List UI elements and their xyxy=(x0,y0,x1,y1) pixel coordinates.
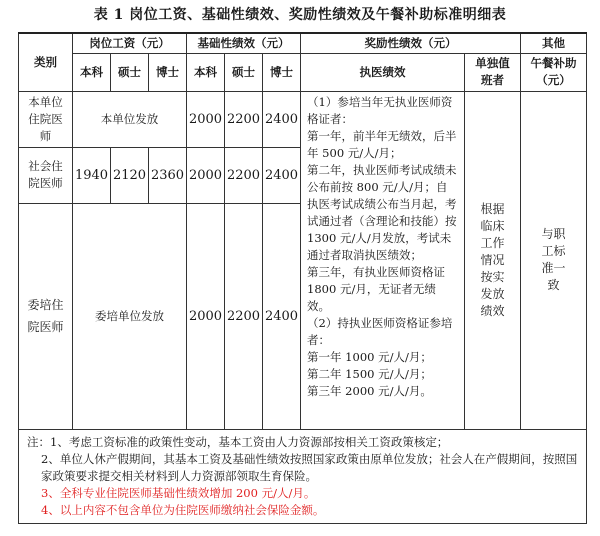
header-other: 其他 xyxy=(521,33,587,53)
practice-line: 第三年 2000 元/人/月。 xyxy=(307,383,432,398)
basic-bachelor-cell: 2000 xyxy=(187,203,225,429)
post-salary-cell: 本单位发放 xyxy=(73,91,187,147)
post-bachelor-cell: 1940 xyxy=(73,147,111,203)
row-category: 社会住院医师 xyxy=(19,147,73,203)
row-category: 委培住院医师 xyxy=(19,203,73,429)
header-post-salary: 岗位工资（元） xyxy=(73,33,187,53)
note-2: 2、单位人休产假期间，其基本工资及基础性绩效按照国家政策由原单位发放；社会人在产假期间，按照国家政策要求提交相关材料到人力资源部领取生育保险。 xyxy=(41,451,578,483)
header-basic-bachelor: 本科 xyxy=(187,53,225,91)
note-1: 注：1、考虑工资标准的政策性变动，基本工资由人力资源部按相关工资政策核定； xyxy=(27,434,449,449)
notes-cell xyxy=(19,429,587,523)
salary-standard-table xyxy=(18,32,587,524)
basic-doctor-cell: 2400 xyxy=(263,91,301,147)
lunch-subsidy-cell: 与职工标准一致 xyxy=(521,91,587,429)
post-doctor-cell: 2360 xyxy=(149,147,187,203)
row-category: 本单位住院医师 xyxy=(19,91,73,147)
table-title: 表 1 岗位工资、基础性绩效、奖励性绩效及午餐补助标准明细表 xyxy=(93,7,507,23)
header-night-duty: 单独值班者 xyxy=(465,53,521,91)
practice-line: （2）持执业医师资格证参培者： xyxy=(307,315,453,347)
header-post-doctor: 博士 xyxy=(149,53,187,91)
practice-line: 第一年，前半年无绩效，后半年 500 元/人/月； xyxy=(307,128,457,160)
basic-master-cell: 2200 xyxy=(225,203,263,429)
practice-line: 第三年，有执业医师资格证 1800 元/月，无证者无绩效。 xyxy=(307,264,446,313)
header-post-master: 硕士 xyxy=(111,53,149,91)
header-basic-doctor: 博士 xyxy=(263,53,301,91)
practice-performance-cell xyxy=(301,91,465,429)
post-salary-cell: 委培单位发放 xyxy=(73,203,187,429)
header-basic-master: 硕士 xyxy=(225,53,263,91)
practice-line: 第一年 1000 元/人/月； xyxy=(307,349,432,364)
header-basic-performance: 基础性绩效（元） xyxy=(187,33,301,53)
basic-bachelor-cell: 2000 xyxy=(187,147,225,203)
basic-master-cell: 2200 xyxy=(225,91,263,147)
basic-doctor-cell: 2400 xyxy=(263,147,301,203)
header-practice-performance: 执医绩效 xyxy=(301,53,465,91)
note-3: 3、全科专业住院医师基础性绩效增加 200 元/人/月。 xyxy=(41,485,316,500)
practice-line: 第二年 1500 元/人/月； xyxy=(307,366,432,381)
basic-master-cell: 2200 xyxy=(225,147,263,203)
header-post-bachelor: 本科 xyxy=(73,53,111,91)
night-duty-cell: 根据临床工作情况按实发放绩效 xyxy=(465,91,521,429)
header-category: 类别 xyxy=(19,33,73,91)
practice-line: （1）参培当年无执业医师资格证者： xyxy=(307,94,453,126)
note-4: 4、以上内容不包含单位为住院医师缴纳社会保险金额。 xyxy=(41,502,325,517)
header-lunch-subsidy: 午餐补助（元） xyxy=(521,53,587,91)
basic-doctor-cell: 2400 xyxy=(263,203,301,429)
basic-bachelor-cell: 2000 xyxy=(187,91,225,147)
practice-line: 第二年，执业医师考试成绩未公布前按 800 元/人/月；自执医考试成绩公布当月起，考试通过者（含理论和技能）按 1300 元/人/月发放，考试未通过者取消执医绩效； xyxy=(307,162,457,262)
post-master-cell: 2120 xyxy=(111,147,149,203)
header-incentive-performance: 奖励性绩效（元） xyxy=(301,33,521,53)
